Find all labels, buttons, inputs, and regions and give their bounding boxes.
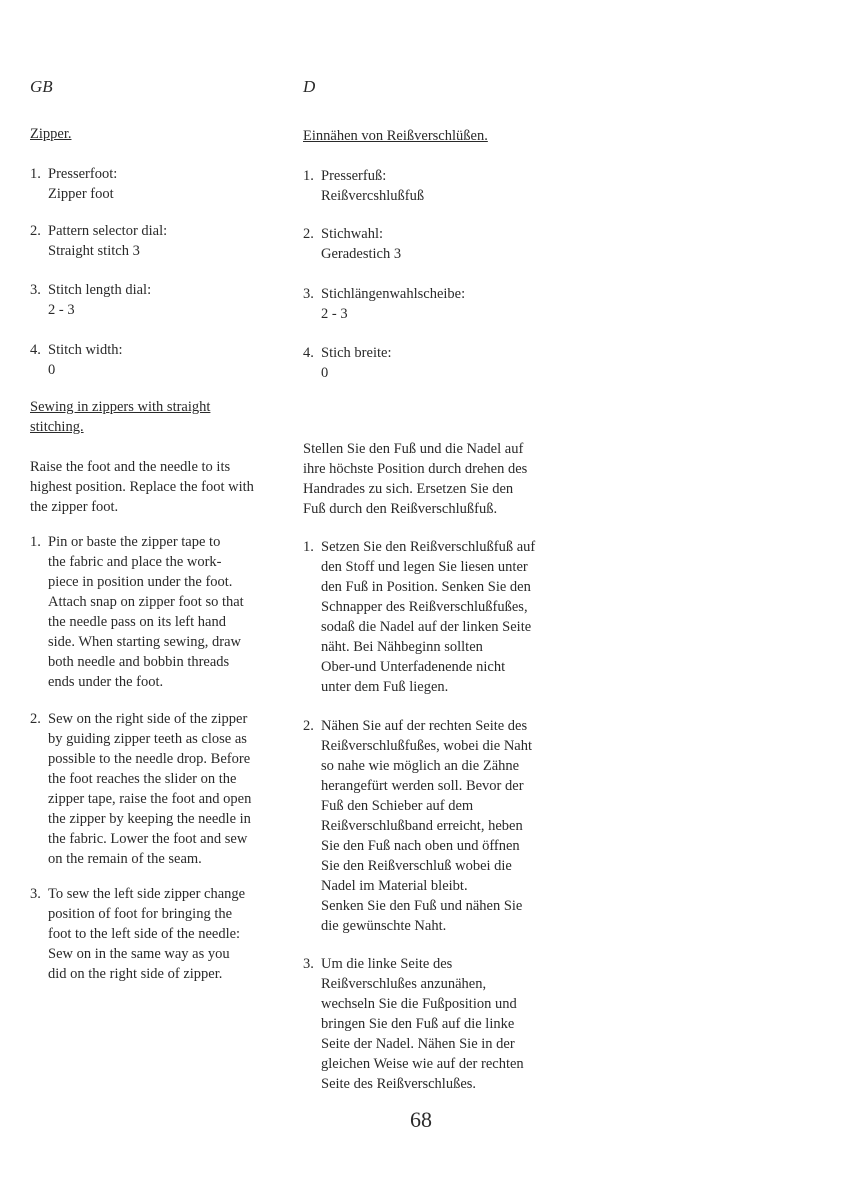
setting-label: Stichlängenwahlscheibe: [321, 286, 466, 302]
setting-item [303, 166, 573, 206]
language-label-gb: GB [30, 77, 53, 96]
item-number: 2. [303, 718, 314, 734]
text-line: so nahe wie möglich an die Zähne [321, 758, 520, 774]
text-line: the zipper foot. [30, 499, 119, 515]
text-line: the fabric and place the work- [48, 554, 222, 570]
text-line: sodaß die Nadel auf der linken Seite [321, 619, 532, 635]
step-item [303, 954, 573, 1094]
text-line: position of foot for bringing the [48, 906, 233, 922]
text-line: Seite der Nadel. Nähen Sie in der [321, 1036, 515, 1052]
text-line: Fuß den Schieber auf dem [321, 798, 474, 814]
text-line: ends under the foot. [48, 674, 164, 690]
setting-value: 2 - 3 [48, 302, 75, 318]
setting-label: Stich breite: [321, 345, 392, 361]
text-line: ihre höchste Position durch drehen des [303, 461, 528, 477]
section-heading-gb: Zipper. [30, 126, 72, 142]
setting-value: Zipper foot [48, 186, 114, 202]
item-number: 1. [303, 539, 314, 555]
text-line: wechseln Sie die Fußposition und [321, 996, 517, 1012]
text-line: die gewünschte Naht. [321, 918, 447, 934]
text-line: Attach snap on zipper foot so that [48, 594, 244, 610]
setting-value: 2 - 3 [321, 306, 348, 322]
intro-paragraph-de [303, 439, 573, 519]
step-item [30, 709, 285, 869]
setting-item [30, 221, 285, 261]
text-line: zipper tape, raise the foot and open [48, 791, 252, 807]
text-line: Sie den Fuß nach oben und öffnen [321, 838, 520, 854]
text-line: Reißverschlußband erreicht, heben [321, 818, 523, 834]
item-number: 1. [303, 168, 314, 184]
text-line: unter dem Fuß liegen. [321, 679, 449, 695]
setting-label: Stichwahl: [321, 226, 384, 242]
text-line: Pin or baste the zipper tape to [48, 534, 221, 550]
text-line: Nadel im Material bleibt. [321, 878, 468, 894]
text-line: both needle and bobbin threads [48, 654, 230, 670]
setting-item [30, 280, 285, 320]
text-line: Stellen Sie den Fuß und die Nadel auf [303, 441, 524, 457]
text-line: by guiding zipper teeth as close as [48, 731, 247, 747]
subheading-line: Sewing in zippers with straight [30, 399, 211, 415]
text-line: Handrades zu sich. Ersetzen Sie den [303, 481, 514, 497]
text-line: possible to the needle drop. Before [48, 751, 251, 767]
text-line: the zipper by keeping the needle in [48, 811, 251, 827]
setting-item [303, 224, 573, 264]
text-line: the needle pass on its left hand [48, 614, 226, 630]
text-line: side. When starting sewing, draw [48, 634, 242, 650]
item-number: 2. [303, 226, 314, 242]
text-line: on the remain of the seam. [48, 851, 202, 867]
text-line: the foot reaches the slider on the [48, 771, 237, 787]
text-line: Sew on in the same way as you [48, 946, 230, 962]
setting-value: 0 [48, 362, 56, 378]
intro-paragraph-gb [30, 457, 285, 517]
setting-value: Reißvercshlußfuß [321, 188, 425, 204]
setting-item [30, 164, 285, 204]
step-item [30, 532, 285, 692]
subheading-line: stitching. [30, 419, 84, 435]
text-line: Sew on the right side of the zipper [48, 711, 248, 727]
step-item [303, 537, 573, 697]
item-number: 4. [303, 345, 314, 361]
setting-value: Geradestich 3 [321, 246, 402, 262]
text-line: den Fuß in Position. Senken Sie den [321, 579, 531, 595]
text-line: Seite des Reißverschlußes. [321, 1076, 477, 1092]
text-line: Senken Sie den Fuß und nähen Sie [321, 898, 523, 914]
setting-value: Straight stitch 3 [48, 243, 140, 259]
text-line: Reißverschlußes anzunähen, [321, 976, 487, 992]
text-line: den Stoff und legen Sie liesen unter [321, 559, 528, 575]
text-line: To sew the left side zipper change [48, 886, 246, 902]
item-number: 2. [30, 223, 41, 239]
text-line: herangefürt werden soll. Bevor der [321, 778, 524, 794]
text-line: Fuß durch den Reißverschlußfuß. [303, 501, 498, 517]
text-line: the fabric. Lower the foot and sew [48, 831, 248, 847]
text-line: did on the right side of zipper. [48, 966, 223, 982]
text-line: Reißverschlußfußes, wobei die Naht [321, 738, 533, 754]
page-number: 68 [410, 1107, 432, 1132]
text-line: näht. Bei Nähbeginn sollten [321, 639, 483, 655]
text-line: piece in position under the foot. [48, 574, 233, 590]
setting-item [30, 340, 285, 380]
step-item [30, 884, 285, 984]
step-item [303, 716, 573, 936]
item-number: 3. [30, 886, 41, 902]
text-line: Nähen Sie auf der rechten Seite des [321, 718, 528, 734]
setting-label: Presserfoot: [48, 166, 118, 182]
text-line: Ober-und Unterfadenende nicht [321, 659, 506, 675]
item-number: 2. [30, 711, 41, 727]
text-line: Um die linke Seite des [321, 956, 453, 972]
item-number: 3. [30, 282, 41, 298]
text-line: Setzen Sie den Reißverschlußfuß auf [321, 539, 536, 555]
text-line: gleichen Weise wie auf der rechten [321, 1056, 524, 1072]
text-line: Sie den Reißverschluß wobei die [321, 858, 512, 874]
section-heading-de: Einnähen von Reißverschlüßen. [303, 128, 488, 144]
setting-label: Stitch width: [48, 342, 123, 358]
text-line: bringen Sie den Fuß auf die linke [321, 1016, 515, 1032]
setting-item [303, 284, 573, 324]
item-number: 1. [30, 534, 41, 550]
setting-value: 0 [321, 365, 329, 381]
language-label-de: D [303, 77, 316, 96]
setting-label: Pattern selector dial: [48, 223, 168, 239]
item-number: 1. [30, 166, 41, 182]
text-line: foot to the left side of the needle: [48, 926, 241, 942]
item-number: 3. [303, 286, 314, 302]
text-line: highest position. Replace the foot with [30, 479, 254, 495]
text-line: Raise the foot and the needle to its [30, 459, 231, 475]
setting-label: Stitch length dial: [48, 282, 152, 298]
text-line: Schnapper des Reißverschlußfußes, [321, 599, 528, 615]
item-number: 3. [303, 956, 314, 972]
setting-label: Presserfuß: [321, 168, 387, 184]
item-number: 4. [30, 342, 41, 358]
setting-item [303, 343, 573, 383]
subheading-gb [30, 397, 285, 437]
